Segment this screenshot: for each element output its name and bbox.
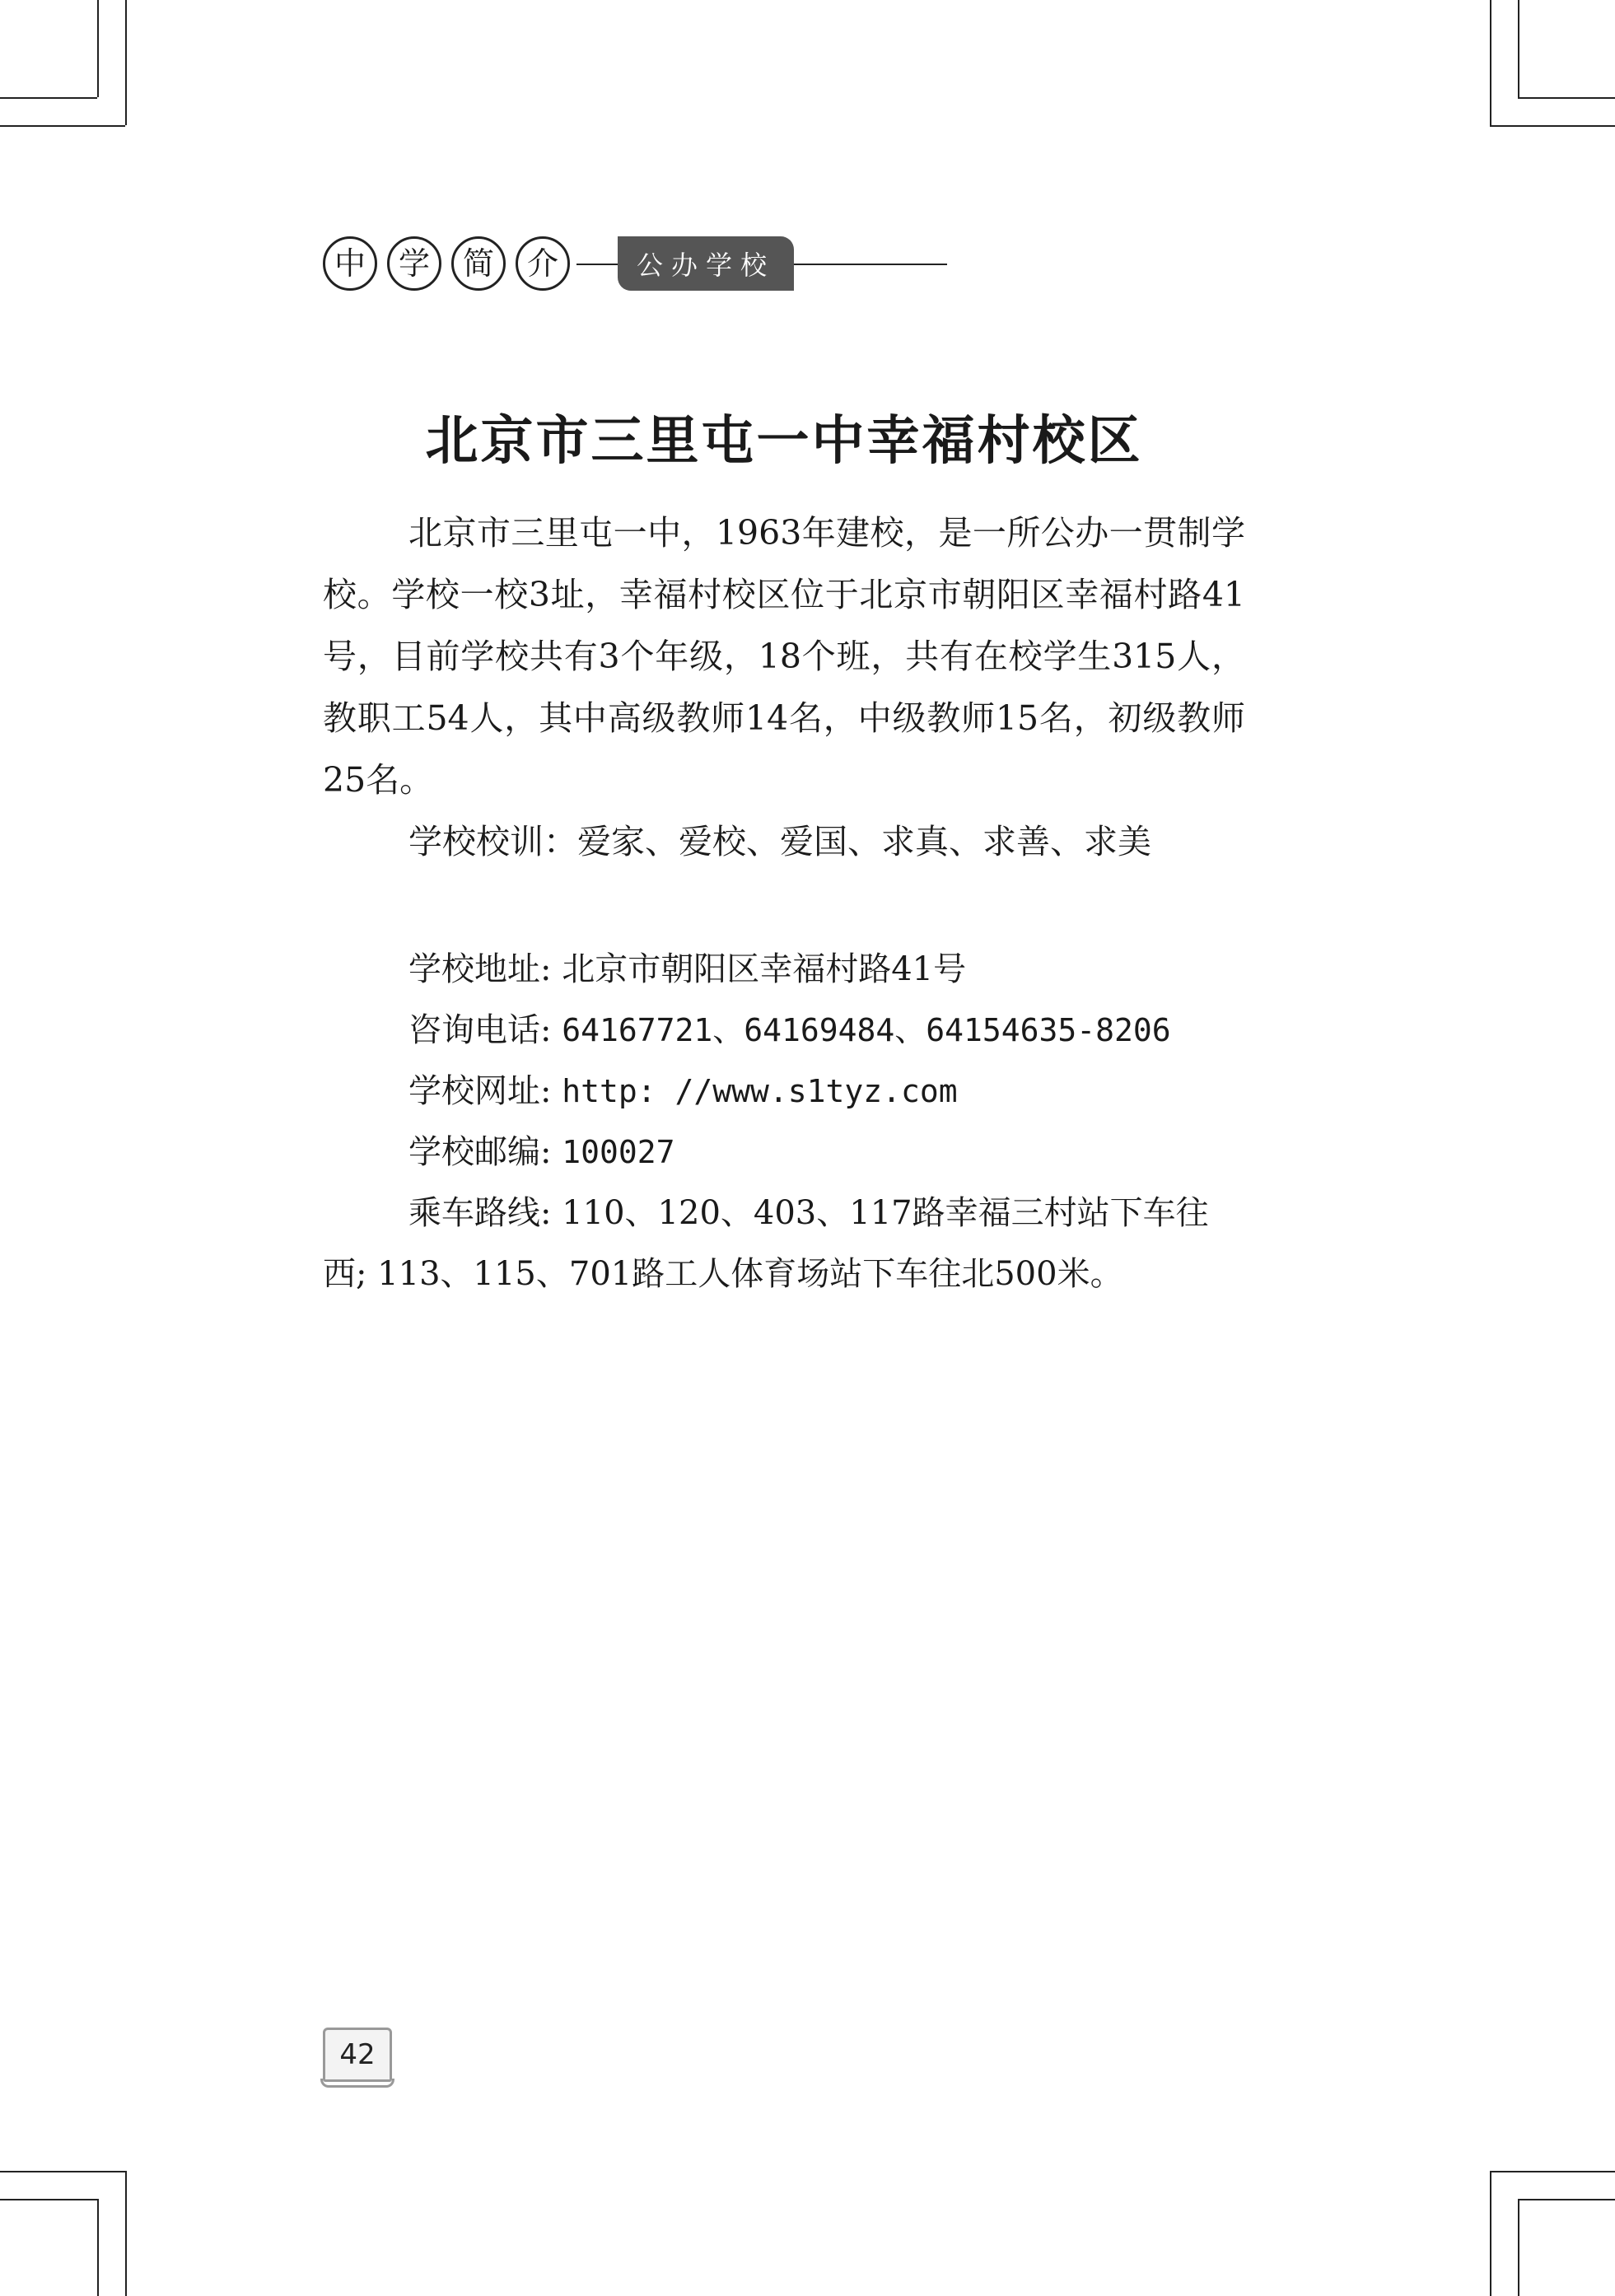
crop-mark: [0, 2171, 125, 2172]
website-value: http: //www.s1tyz.com: [562, 1073, 958, 1109]
intro-block: [323, 502, 1245, 873]
crop-mark: [0, 125, 125, 127]
crop-mark: [97, 2199, 99, 2296]
crop-mark: [1518, 2199, 1519, 2296]
crop-mark: [1490, 2171, 1491, 2296]
crop-mark: [97, 0, 99, 97]
contact-info: [323, 939, 1245, 1304]
school-motto: 学校校训：爱家、爱校、爱国、求真、求善、求美: [408, 822, 1151, 861]
page-number: 42: [323, 2028, 392, 2082]
intro-paragraph: 北京市三里屯一中，1963年建校，是一所公办一贯制学校。学校一校3址，幸福村校区位于北京市朝阳区幸福村路41号，目前学校共有3个年级，18个班，共有在校学生315人，教职工54人，其中高级教师14名，中级教师15名，初级教师25名。: [323, 513, 1245, 800]
postcode-line: [323, 1122, 1245, 1183]
website-label: 学校网址:: [408, 1072, 552, 1110]
category-badge: 公办学校: [618, 236, 794, 291]
phone-value: 64167721、64169484、64154635-8206: [562, 1012, 1171, 1048]
route-label: 乘车路线:: [408, 1194, 552, 1232]
crop-mark: [1490, 0, 1491, 125]
crop-mark: [1518, 0, 1519, 97]
header-circle-char: 中: [323, 236, 377, 291]
crop-mark: [1518, 97, 1615, 99]
crop-mark: [125, 0, 127, 125]
header-circle-char: 简: [451, 236, 506, 291]
address-value: 北京市朝阳区幸福村路41号: [562, 950, 967, 988]
phone-label: 咨询电话:: [408, 1011, 552, 1049]
page-title: 北京市三里屯一中幸福村校区: [425, 411, 1143, 472]
crop-mark: [0, 97, 97, 99]
crop-mark: [0, 2199, 97, 2200]
phone-line: [323, 1000, 1245, 1061]
address-label: 学校地址:: [408, 950, 552, 988]
website-line: [323, 1061, 1245, 1122]
route-value: 110、120、403、117路幸福三村站下车往西; 113、115、701路工人体育场站下车往北500米。: [323, 1194, 1209, 1293]
postcode-label: 学校邮编:: [408, 1133, 552, 1171]
postcode-value: 100027: [562, 1134, 675, 1170]
crop-mark: [1518, 2199, 1615, 2200]
address-line: [323, 939, 1245, 1000]
crop-mark: [1490, 125, 1615, 127]
header-circle-char: 学: [387, 236, 441, 291]
crop-mark: [1490, 2171, 1615, 2172]
header-circle-char: 介: [516, 236, 570, 291]
route-line: [323, 1183, 1245, 1304]
section-header: [323, 236, 817, 294]
crop-mark: [125, 2171, 127, 2296]
